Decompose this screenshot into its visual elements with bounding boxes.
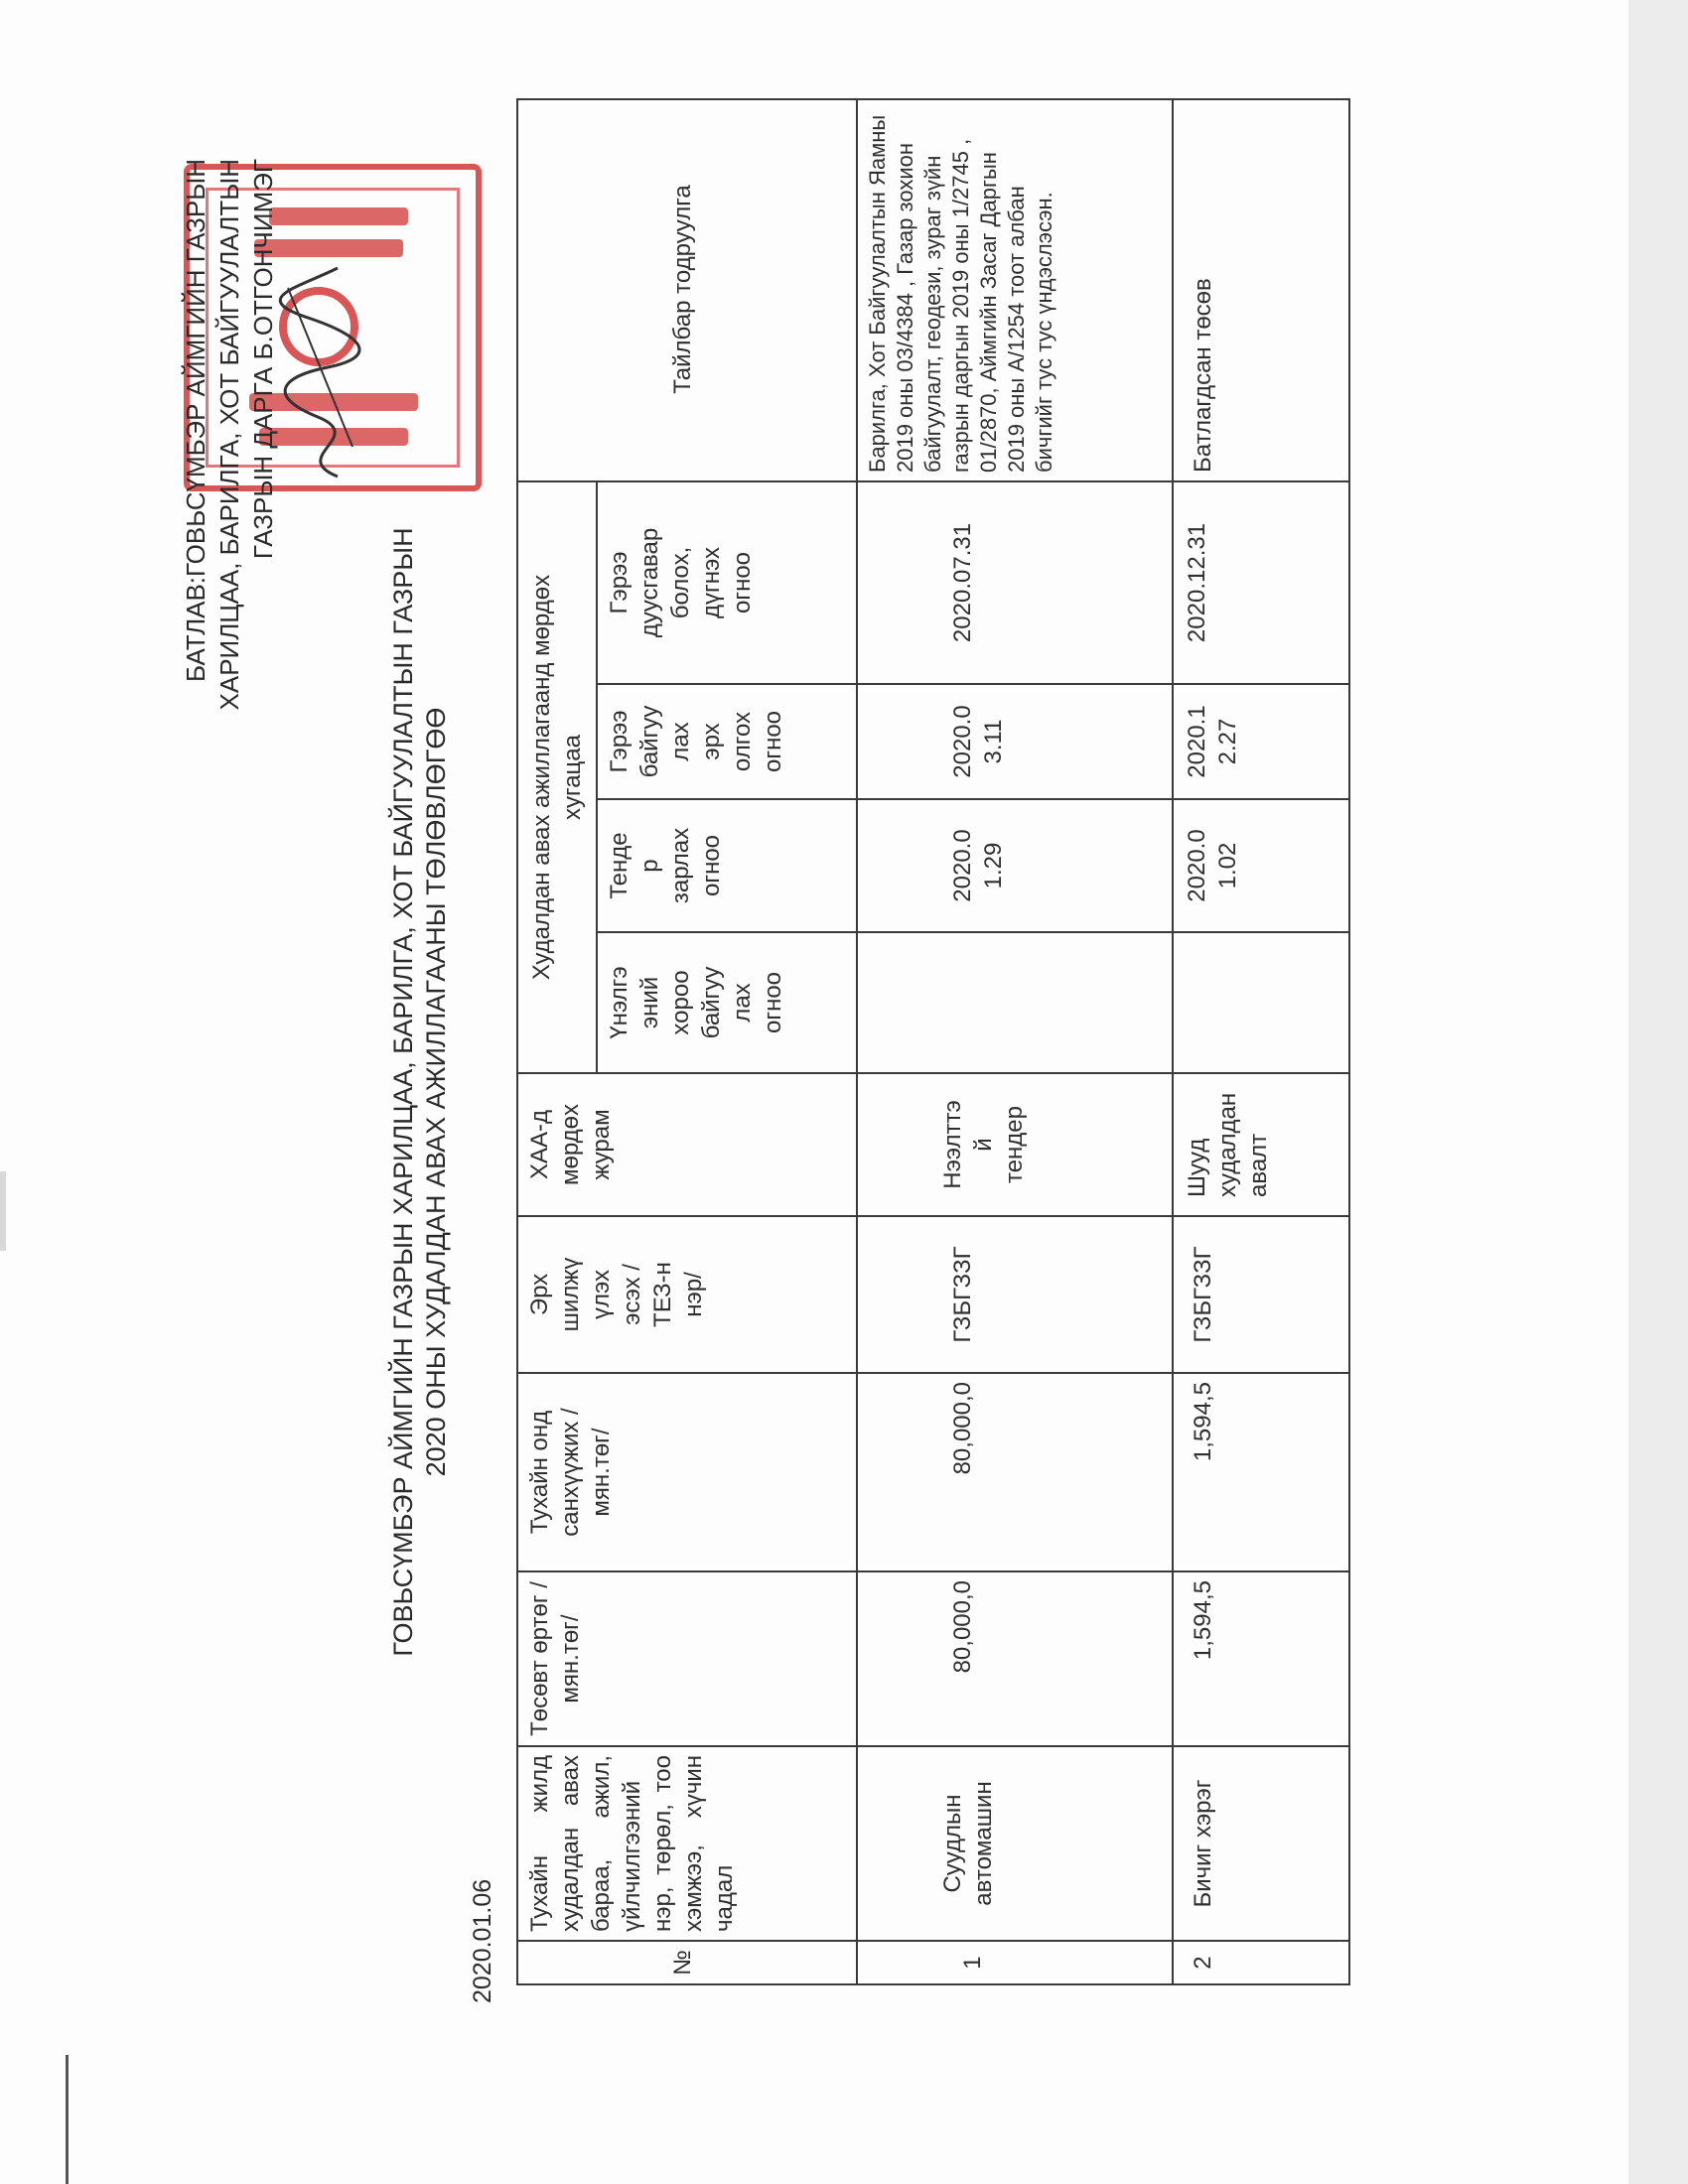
header-evaluation-committee: Үнэлгээний хороо байгуулах огноо [596,933,856,1074]
header-item: Тухайн жилд худалдан авах бараа, ажил, үйлчилгээний нэр, төрөл, тоо хэмжээ, хүчин чадал [516,1747,856,1942]
row1-entity: ГЗБГЗЗГ [856,1217,1172,1374]
row1-no: 1 [856,1942,1172,1985]
row1-item: Суудлын автомашин [856,1747,1172,1942]
header-tender-announce: Тендер зарлах огноо [596,800,856,933]
row2-contract-right: 2020.12.27 [1172,685,1350,800]
header-estimated-cost: Төсөвт өртөг /мян.төг/ [516,1572,856,1747]
row2-estimated-cost: 1,594,5 [1172,1572,1350,1747]
row1-evaluation-committee [856,933,1172,1074]
signature-icon [268,258,377,486]
header-year-funding: Тухайн онд санхүүжих /мян.төг/ [516,1374,856,1572]
row2-entity: ГЗБГЗЗГ [1172,1217,1350,1374]
row2-contract-end: 2020.12.31 [1172,482,1350,685]
row1-contract-right: 2020.03.11 [856,685,1172,800]
row2-year-funding: 1,594,5 [1172,1374,1350,1572]
header-contract-right: Гэрээ байгуулах эрх олгох огноо [596,685,856,800]
document-date: 2020.01.06 [469,1878,496,2003]
row1-year-funding: 80,000,0 [856,1374,1172,1572]
row1-tender-announce: 2020.01.29 [856,800,1172,933]
title-line-2: 2020 ОНЫ ХУДАЛДАН АВАХ АЖИЛЛАГААНЫ ТӨЛӨВЛӨГӨӨ [421,707,451,1477]
row2-notes: Батлагдсан төсөв [1172,98,1350,482]
header-procedure: ХАА-д мөрдөх журам [516,1074,856,1217]
row1-estimated-cost: 80,000,0 [856,1572,1172,1747]
document-title [387,0,453,2184]
procurement-table [516,98,1350,1985]
row1-procedure: Нээлттэй тендер [856,1074,1172,1217]
header-entity: Эрх шилжүүлэх эсэх /ТЕЗ-н нэр/ [516,1217,856,1374]
row2-procedure: Шууд худалдан авалт [1172,1074,1350,1217]
row1-notes: Барилга, Хот Байгуулалтын Яамны 2019 оны 03/4384 , Газар зохион байгуулалт, геодези, зураг зүйн газрын даргын 2019 оны 1/2745 , 01/2870, Аймгийн Засаг Даргын 2019 оны А/1254 тоот албан бичгийг тус тус үндэслэсэн. [856,98,1172,482]
title-line-1: ГОВЬСҮМБЭР АЙМГИЙН ГАЗРЫН ХАРИЛЦАА, БАРИЛГА, ХОТ БАЙГУУЛАЛТЫН ГАЗРЫН [388,527,418,1657]
header-contract-end: Гэрээ дуусгавар болох, дүгнэх огноо [596,482,856,685]
row2-no: 2 [1172,1942,1350,1985]
row2-tender-announce: 2020.01.02 [1172,800,1350,933]
row2-item: Бичиг хэрэг [1172,1747,1350,1942]
header-no: № [516,1942,856,1985]
header-timeline-group: Худалдан авах ажиллагаанд мөрдөх хугацаа [516,482,596,1074]
approval-line: ГАЗРЫН ДАРГА Б.ОТГОНЧИМЭГ [248,159,278,560]
approval-line: БАТЛАВ:ГОВЬСҮМБЭР АЙМГИЙН ГАЗРЫН [181,159,211,683]
approval-block [179,159,280,715]
row2-evaluation-committee [1172,933,1350,1074]
header-notes: Тайлбар тодруулга [516,98,856,482]
approval-line: ХАРИЛЦАА, БАРИЛГА, ХОТ БАЙГУУЛАЛТЫН [214,159,244,711]
row1-contract-end: 2020.07.31 [856,482,1172,685]
